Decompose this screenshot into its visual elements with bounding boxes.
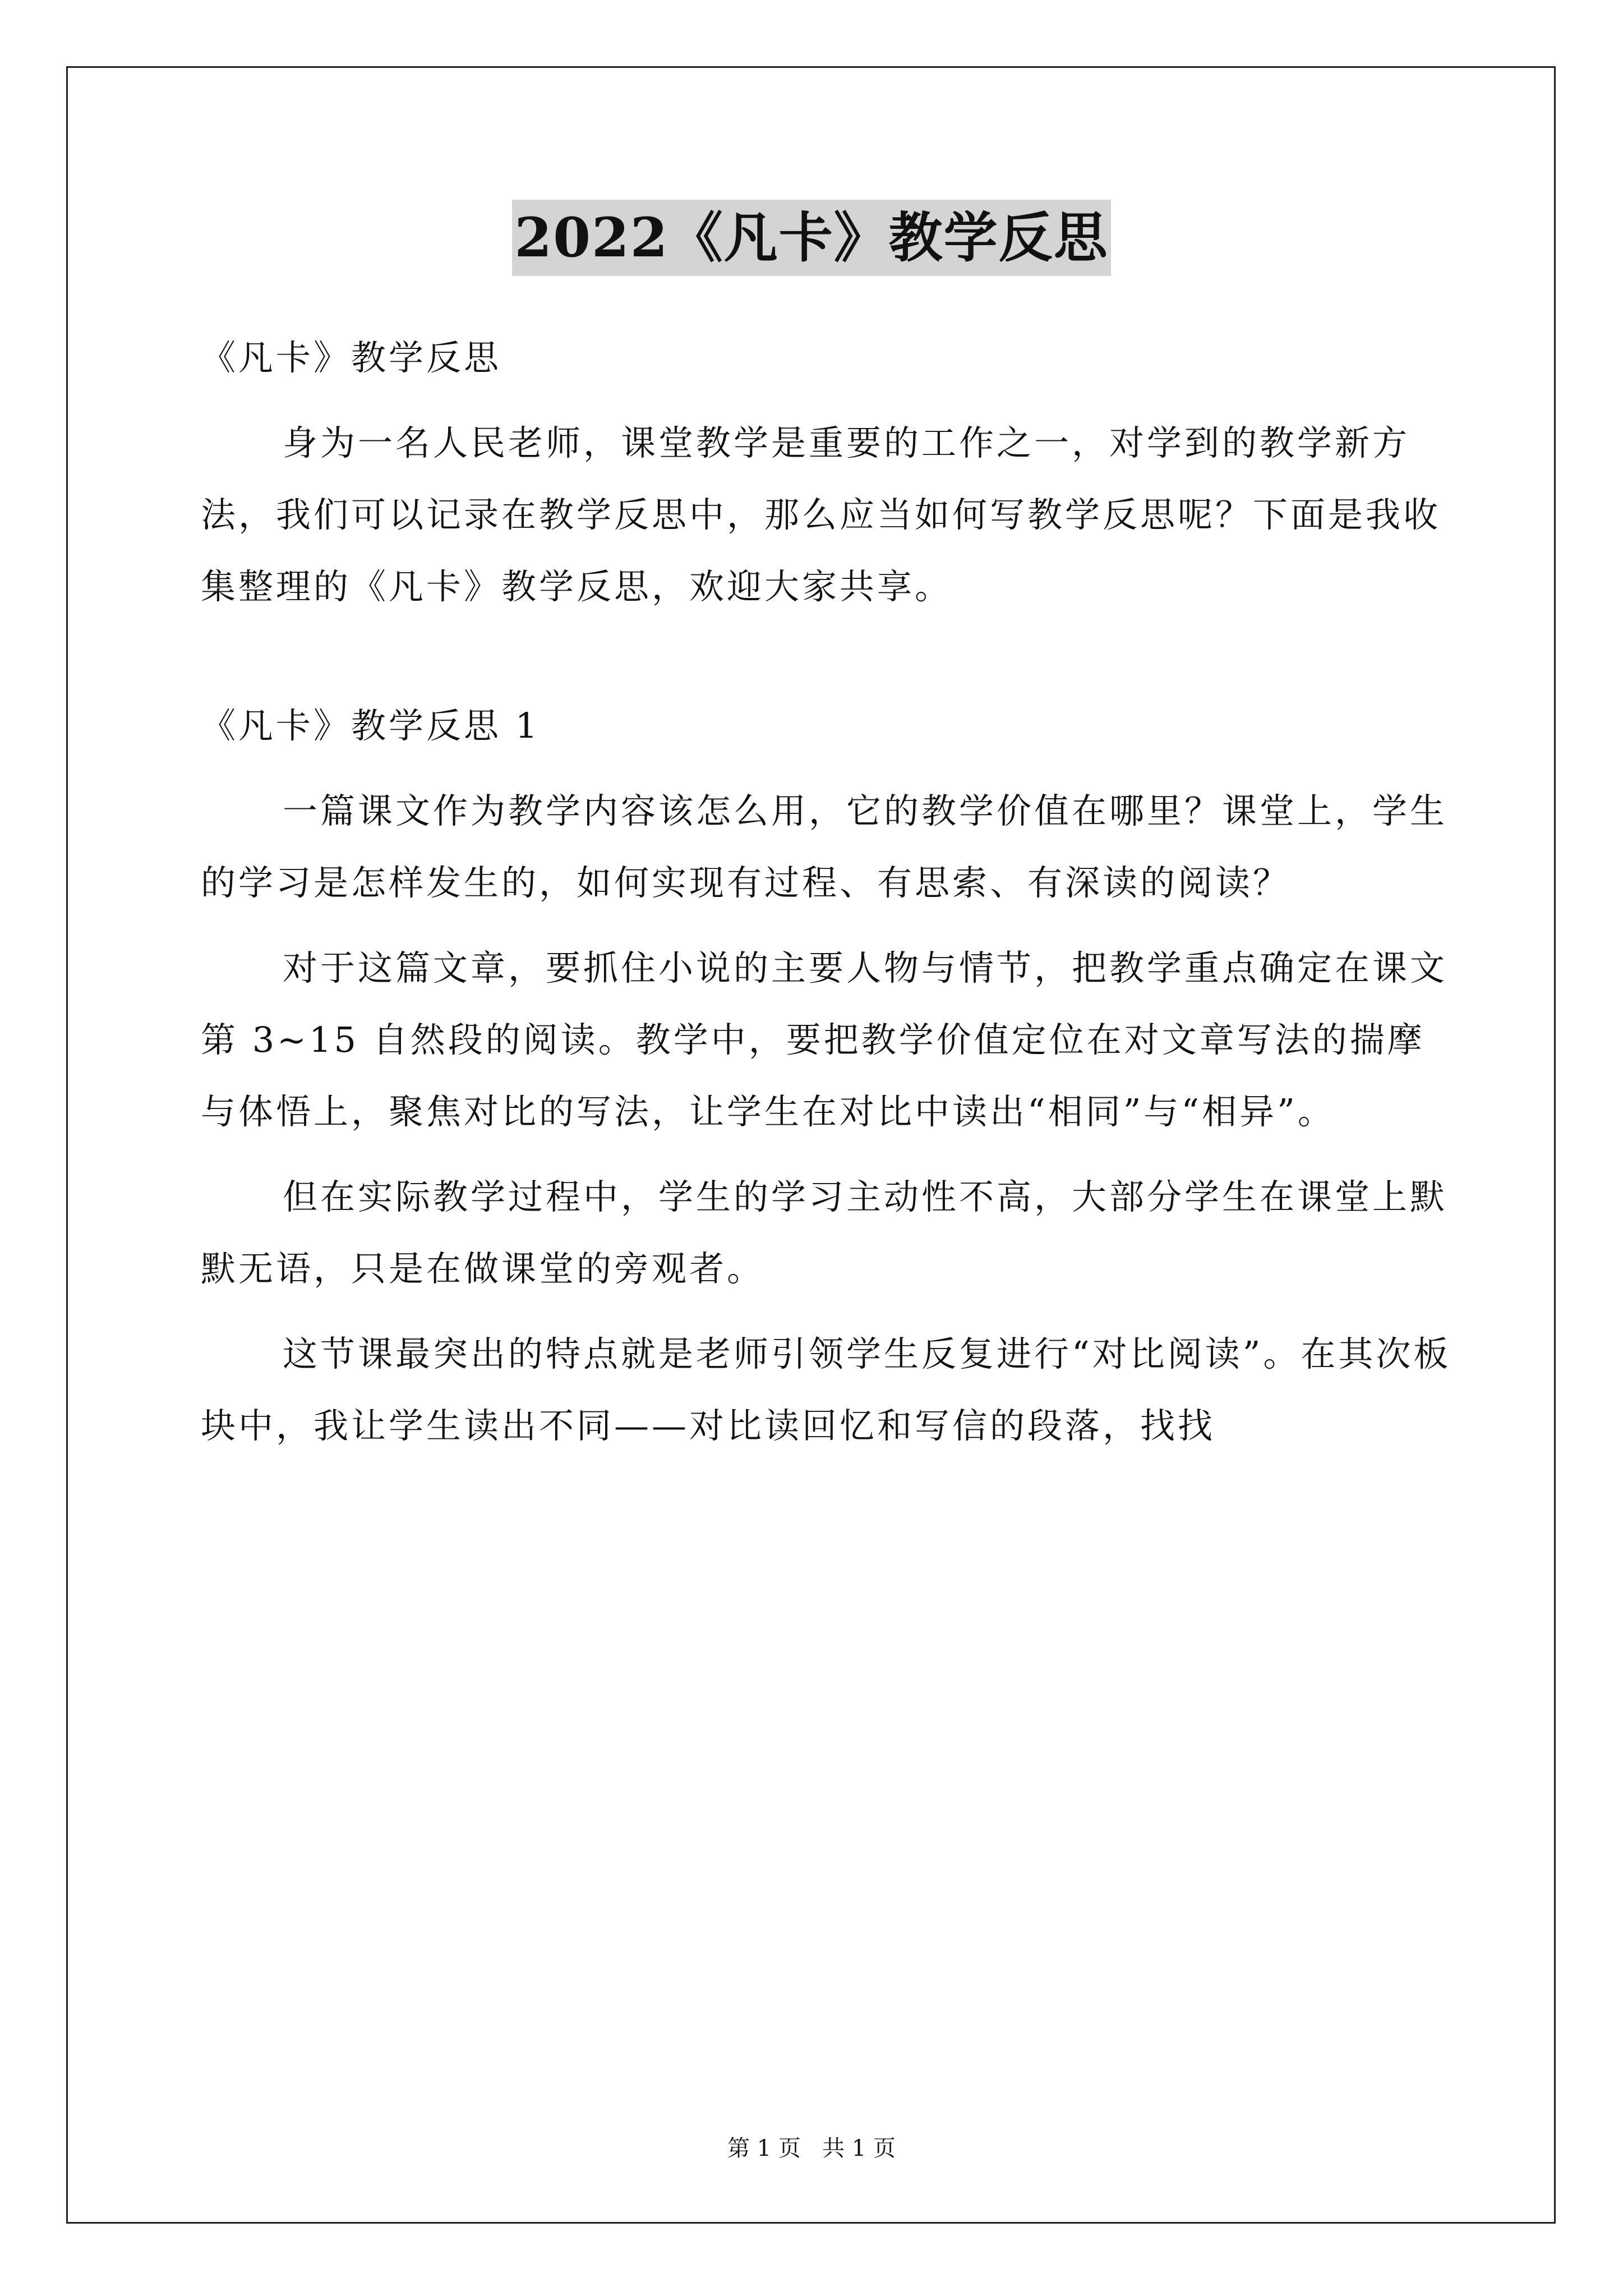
document-body [201,322,1457,1462]
section-heading: 《凡卡》教学反思 [201,337,502,378]
document-title: 2022《凡卡》教学反思 [512,200,1110,276]
paragraph: 但在实际教学过程中，学生的学习主动性不高，大部分学生在课堂上默默无语，只是在做课堂的旁观者。 [201,1176,1448,1289]
page-footer [0,2133,1623,2164]
paragraph: 这节课最突出的特点就是老师引领学生反复进行“对比阅读”。在其次板块中，我让学生读出不同——对比读回忆和写信的段落，找找 [201,1333,1451,1446]
page-number: 第 1 页 共 1 页 [727,2136,896,2161]
section-heading: 《凡卡》教学反思 1 [201,705,541,746]
paragraph: 身为一名人民老师，课堂教学是重要的工作之一，对学到的教学新方法，我们可以记录在教学反思中，那么应当如何写教学反思呢？下面是我收集整理的《凡卡》教学反思，欢迎大家共享。 [201,422,1441,607]
paragraph: 对于这篇文章，要抓住小说的主要人物与情节，把教学重点确定在课文第 3~15 自然段的阅读。教学中，要把教学价值定位在对文章写法的揣摩与体悟上，聚焦对比的写法，让学生在对比中读出“相同”与“相异”。 [201,947,1448,1132]
title-container [0,200,1623,276]
paragraph: 一篇课文作为教学内容该怎么用，它的教学价值在哪里？课堂上，学生的学习是怎样发生的，如何实现有过程、有思索、有深读的阅读？ [201,790,1448,903]
